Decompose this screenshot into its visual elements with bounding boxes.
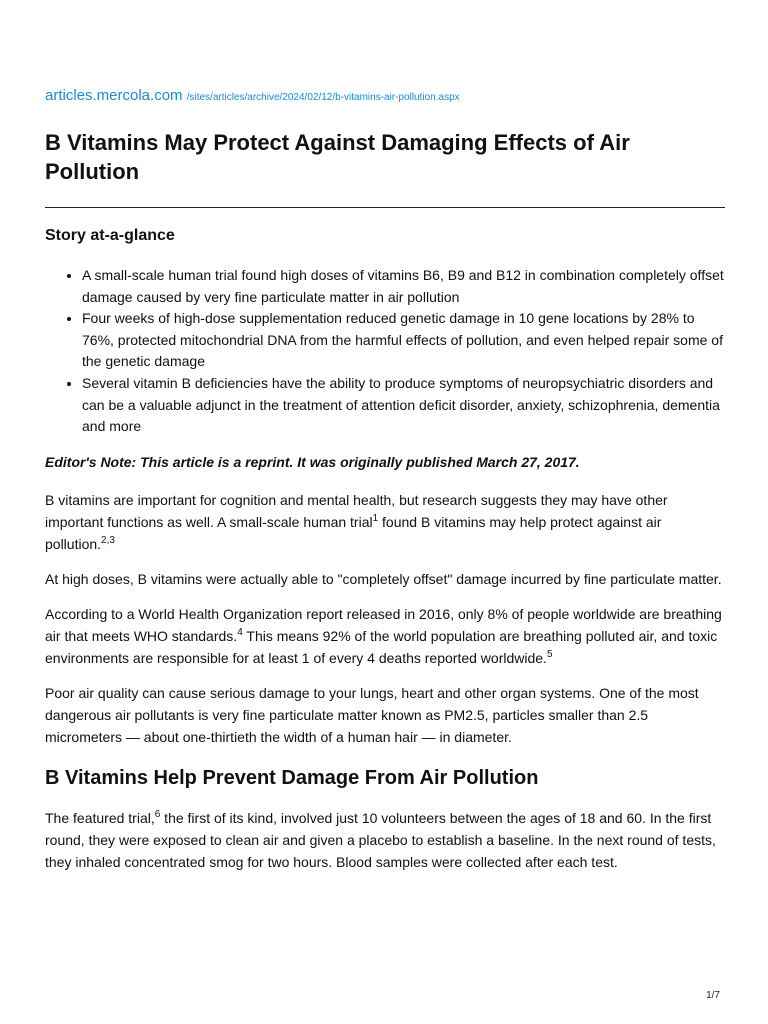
paragraph-text: This means 92% of the world population are breathing polluted air, and toxic environments are responsible for at least 1 of every 4 deaths reported worldwide. [45, 627, 718, 666]
article-title: B Vitamins May Protect Against Damaging Effects of Air Pollution [45, 130, 630, 184]
glance-heading: Story at-a-glance [45, 227, 175, 244]
glance-list [45, 265, 725, 438]
paragraph [45, 603, 725, 669]
paragraph: At high doses, B vitamins were actually able to "completely offset" damage incurred by fine particulate matter. [45, 570, 722, 587]
glance-item: • Four weeks of high-dose supplementation reduced genetic damage in 10 gene locations by 28% to 76%, protected mitochondrial DNA from the harmful effects of pollution, and even helped repair some of the genetic damage [82, 308, 725, 373]
page-number: 1/7 [706, 990, 720, 1001]
footnote-ref[interactable]: 4 [237, 626, 243, 638]
article-page [45, 86, 725, 873]
paragraph-text: The featured trial, [45, 809, 155, 826]
paragraph-text: found B vitamins may help protect against air pollution. [45, 513, 662, 552]
footnote-ref[interactable]: 5 [546, 648, 553, 660]
footnote-ref[interactable]: 1 [372, 512, 379, 524]
footnote-ref[interactable]: 2,3 [101, 534, 115, 546]
glance-item: • A small-scale human trial found high doses of vitamins B6, B9 and B12 in combination completely offset damage caused by very fine particulate matter in air pollution [82, 265, 725, 308]
source-path-link[interactable]: /sites/articles/archive/2024/02/12/b-vitamins-air-pollution.aspx [186, 92, 460, 103]
paragraph [45, 807, 725, 873]
source-url [45, 86, 725, 108]
paragraph-text: According to a World Health Organization report released in 2016, only 8% of people worldwide are breathing air that meets WHO standards. [45, 605, 722, 644]
paragraph [45, 489, 725, 555]
paragraph-text: B vitamins are important for cognition and mental health, but research suggests they may have other important functions as well. A small-scale human trial [45, 491, 668, 530]
section-heading: B Vitamins Help Prevent Damage From Air Pollution [45, 766, 539, 789]
paragraph: Poor air quality can cause serious damage to your lungs, heart and other organ systems. One of the most dangerous air pollutants is very fine particulate matter known as PM2.5, particles smaller than 2.5 micrometers — about one-thirtieth the width of a human hair — in diameter. [45, 684, 699, 745]
footnote-ref[interactable]: 6 [154, 808, 161, 820]
title-divider [45, 207, 725, 208]
glance-item: • Several vitamin B deficiencies have the ability to produce symptoms of neuropsychiatric disorders and can be a valuable adjunct in the treatment of attention deficit disorder, anxiety, schizophrenia, dementia and more [82, 373, 725, 438]
paragraph-text: the first of its kind, involved just 10 volunteers between the ages of 18 and 60. In the first round, they were exposed to clean air and given a placebo to establish a baseline. In the next round of tests, they inhaled concentrated smog for two hours. Blood samples were collected after each test. [45, 809, 716, 870]
source-domain-link[interactable]: articles.mercola.com [45, 87, 183, 104]
editors-note: Editor's Note: This article is a reprint. It was originally published March 27, 2017. [45, 453, 580, 470]
